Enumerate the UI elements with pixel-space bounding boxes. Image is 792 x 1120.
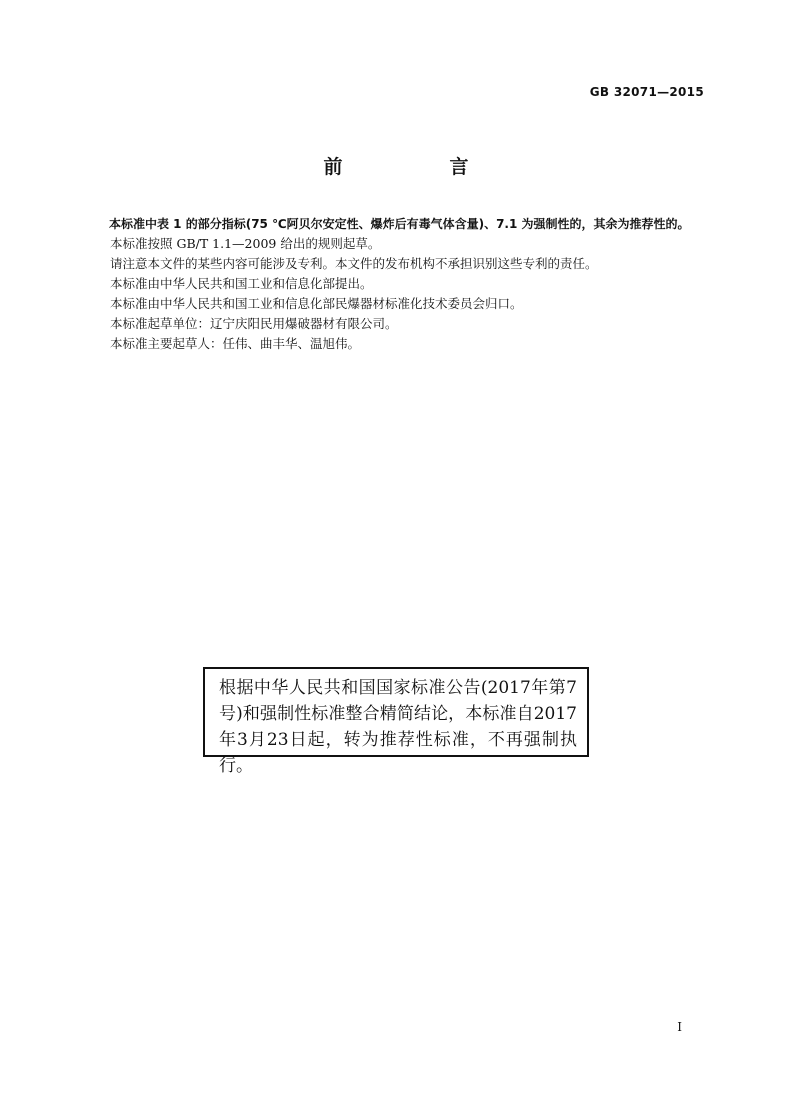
paragraph-mandatory-clauses: 本标准中表 1 的部分指标(75 ℃阿贝尔安定性、爆炸后有毒气体含量)、7.1 为强制性的，其余为推荐性的。 bbox=[109, 217, 690, 231]
page-number: I bbox=[677, 1020, 682, 1034]
paragraph-proposed-by: 本标准由中华人民共和国工业和信息化部提出。 bbox=[110, 276, 373, 291]
standard-number: GB 32071—2015 bbox=[589, 85, 704, 99]
page-title: 前 言 bbox=[323, 156, 513, 178]
conversion-notice-box: 根据中华人民共和国国家标准公告(2017年第7号)和强制性标准整合精简结论，本标准自2017年3月23日起，转为推荐性标准，不再强制执行。 bbox=[203, 667, 589, 757]
paragraph-under-jurisdiction: 本标准由中华人民共和国工业和信息化部民爆器材标准化技术委员会归口。 bbox=[110, 296, 523, 311]
foreword-body bbox=[85, 214, 705, 354]
paragraph-drafters: 本标准主要起草人：任伟、曲丰华、温旭伟。 bbox=[110, 336, 361, 351]
paragraph-drafting-rules: 本标准按照 GB/T 1.1—2009 给出的规则起草。 bbox=[110, 236, 381, 251]
paragraph-drafting-organization: 本标准起草单位：辽宁庆阳民用爆破器材有限公司。 bbox=[110, 316, 398, 331]
paragraph-patent-notice: 请注意本文件的某些内容可能涉及专利。本文件的发布机构不承担识别这些专利的责任。 bbox=[110, 256, 598, 271]
